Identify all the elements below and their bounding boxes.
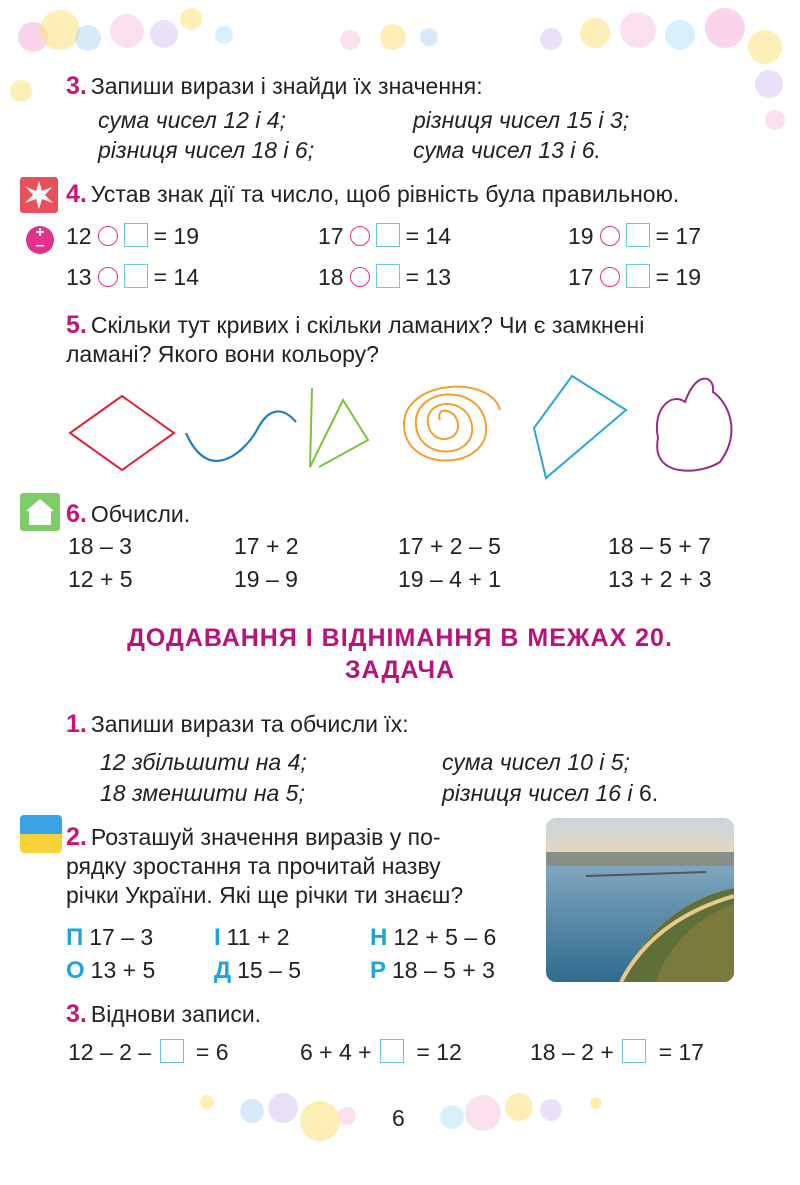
- letter-expression: Н 12 + 5 – 6: [370, 924, 497, 951]
- task6-title: 6. Обчисли.: [66, 500, 191, 528]
- answer-box[interactable]: [626, 223, 650, 247]
- letter-expression: Р 18 – 5 + 3: [370, 957, 495, 984]
- answer-box[interactable]: [376, 223, 400, 247]
- task-number: 6.: [66, 500, 87, 528]
- task6-expr: 19 – 4 + 1: [398, 566, 501, 592]
- top-decoration: [0, 0, 800, 60]
- task3a-item: сума чисел 13 і 6.: [413, 137, 601, 163]
- answer-box[interactable]: [380, 1039, 404, 1063]
- shapes-figure: [60, 370, 750, 480]
- letter-expression: І 11 + 2: [214, 924, 290, 951]
- answer-box[interactable]: [124, 223, 148, 247]
- quadrilateral-shape: [534, 376, 626, 478]
- task6-expr: 18 – 3: [68, 533, 132, 559]
- task4-equation: 19 = 17: [568, 223, 701, 249]
- task-number: 5.: [66, 311, 87, 339]
- answer-box[interactable]: [376, 264, 400, 288]
- letter-expression: Д 15 – 5: [214, 957, 302, 984]
- spiral-curve: [404, 387, 500, 461]
- page-number: 6: [392, 1105, 405, 1131]
- letter-expression: О 13 + 5: [66, 957, 156, 984]
- task2-line1: 2. Розташуй значення виразів у по-: [66, 823, 441, 851]
- task5-line2: ламані? Якого вони кольору?: [66, 341, 379, 367]
- task6-expr: 17 + 2: [234, 533, 299, 559]
- operation-circle[interactable]: [350, 226, 370, 246]
- rhombus-shape: [70, 396, 174, 470]
- star-icon: [20, 177, 58, 213]
- task6-expr: 18 – 5 + 7: [608, 533, 711, 559]
- restore-equation: 18 – 2 + = 17: [530, 1039, 704, 1065]
- task-number: 3.: [66, 72, 87, 100]
- task4-equation: 13 = 14: [66, 264, 199, 290]
- restore-equation: 6 + 4 + = 12: [300, 1039, 462, 1065]
- answer-box[interactable]: [124, 264, 148, 288]
- task4-equation: 12 = 19: [66, 223, 199, 249]
- task1-item: 12 збільшити на 4;: [100, 749, 307, 775]
- task6-expr: 12 + 5: [68, 566, 133, 592]
- task1-title: 1. Запиши вирази та обчисли їх:: [66, 710, 409, 738]
- task5-line1: 5. Скільки тут кривих і скільки ламаних? Чи є замкнені: [66, 311, 645, 339]
- task2-line3: річки України. Які ще річки ти знаєш?: [66, 882, 464, 908]
- closed-curve: [657, 379, 732, 471]
- task3a-item: різниця чисел 15 і 3;: [413, 107, 630, 133]
- task1-item: сума чисел 10 і 5;: [442, 749, 630, 775]
- answer-box[interactable]: [622, 1039, 646, 1063]
- home-icon: [20, 493, 60, 531]
- task-number: 2.: [66, 823, 87, 851]
- task6-expr: 19 – 9: [234, 566, 298, 592]
- task3a-title: 3. Запиши вирази і знайди їх значення:: [66, 72, 483, 100]
- letter-expression: П 17 – 3: [66, 924, 154, 951]
- section-heading-line1: ДОДАВАННЯ І ВІДНІМАННЯ В МЕЖАХ 20.: [127, 624, 673, 652]
- operation-circle[interactable]: [600, 226, 620, 246]
- task4-title: 4. Устав знак дії та число, щоб рівність була правильною.: [66, 180, 680, 208]
- wave-curve: [186, 411, 296, 460]
- task4-equation: 18 = 13: [318, 264, 451, 290]
- river-photo: [546, 818, 734, 982]
- answer-box[interactable]: [626, 264, 650, 288]
- operation-circle[interactable]: [98, 267, 118, 287]
- task-number: 3.: [66, 1000, 87, 1028]
- operation-circle[interactable]: [600, 267, 620, 287]
- operation-circle[interactable]: [98, 226, 118, 246]
- task3a-item: сума чисел 12 і 4;: [98, 107, 286, 133]
- task3b-title: 3. Віднови записи.: [66, 1000, 262, 1028]
- zigzag-broken-line: [310, 388, 368, 467]
- task4-equation: 17 = 14: [318, 223, 451, 249]
- task1-item: 18 зменшити на 5;: [100, 780, 305, 806]
- task6-expr: 17 + 2 – 5: [398, 533, 501, 559]
- task-number: 4.: [66, 180, 87, 208]
- operation-circle[interactable]: [350, 267, 370, 287]
- task2-line2: рядку зростання та прочитай назву: [66, 853, 441, 879]
- answer-box[interactable]: [160, 1039, 184, 1063]
- plus-minus-icon: + –: [26, 226, 54, 254]
- section-heading-line2: ЗАДАЧА: [344, 656, 456, 684]
- task6-expr: 13 + 2 + 3: [608, 566, 712, 592]
- task1-item: різниця чисел 16 і 6.: [442, 780, 659, 806]
- task-number: 1.: [66, 710, 87, 738]
- restore-equation: 12 – 2 – = 6: [68, 1039, 229, 1065]
- task4-equation: 17 = 19: [568, 264, 701, 290]
- flag-icon: [20, 815, 62, 853]
- task3a-item: різниця чисел 18 і 6;: [98, 137, 315, 163]
